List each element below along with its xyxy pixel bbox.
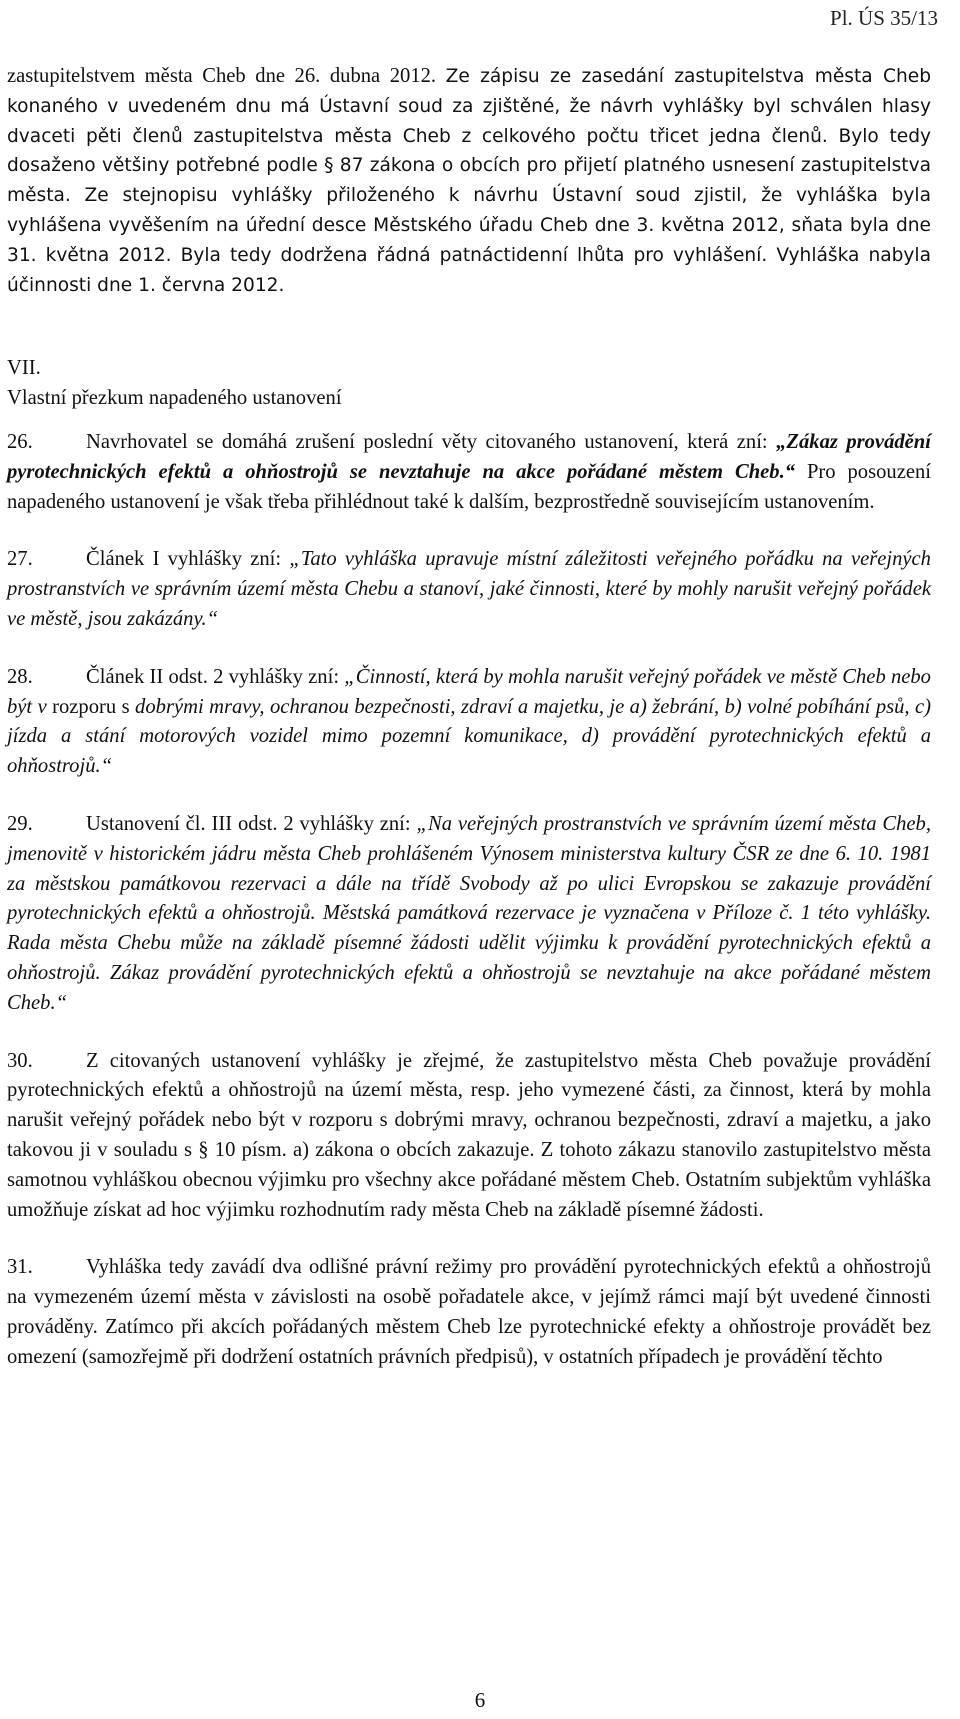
paragraph-30	[7, 1047, 931, 1226]
intro-text-sans: Ze zápisu ze zasedání zastupitelstva města Cheb konaného v uvedeném dnu má Ústavní soud za zjištěné, že návrh vyhlášky byl schválen hlasy dvaceti pěti členů zastupitelstva města Cheb z celkového počtu třicet jedna členů. Bylo tedy dosaženo většiny potřebné podle § 87 zákona o obcích pro přijetí platného usnesení zastupitelstva města. Ze stejnopisu vyhlášky přiloženého k návrhu Ústavní soud zjistil, že vyhláška byla vyhlášena vyvěšením na úřední desce Městského úřadu Cheb dne 3. května 2012, sňata byla dne 31. května 2012. Byla tedy dodržena řádná patnáctidenní lhůta pro vyhlášení. Vyhláška nabyla účinnosti dne 1. června 2012.	[7, 66, 931, 296]
paragraph-27	[7, 545, 931, 634]
quoted-provision: „Zákaz provádění pyrotechnických efektů a ohňostrojů se nevztahuje na akce pořádané městem Cheb.“	[7, 430, 931, 483]
paragraph-31	[7, 1253, 931, 1372]
paragraph-28	[7, 663, 931, 782]
page-number: 6	[474, 1688, 486, 1712]
document-reference: Pl. ÚS 35/13	[830, 6, 938, 30]
paragraph-text: rozporu s	[46, 695, 136, 718]
paragraph-text: Navrhovatel se domáhá zrušení poslední věty citovaného ustanovení, která zní:	[86, 430, 777, 453]
intro-text-serif: zastupitelstvem města Cheb dne 26. dubna 2012.	[7, 65, 446, 87]
paragraph-number: 30.	[7, 1049, 33, 1072]
paragraph-text: Článek II odst. 2 vyhlášky zní:	[86, 665, 345, 688]
quoted-provision: dobrými mravy, ochranou bezpečnosti, zdraví a majetku, je a) žebrání, b) volné pobíhání psů, c) jízda a stání motorových vozidel mimo pozemní komunikace, d) provádění pyrotechnických efektů a ohňostrojů.“	[7, 695, 931, 778]
paragraph-number: 27.	[7, 548, 33, 571]
paragraph-text: Vyhláška tedy zavádí dva odlišné právní režimy pro provádění pyrotechnických efektů a ohňostrojů na vymezeném území města v závislosti na osobě pořadatele akce, v jejímž rámci mají být uvedené činnosti prováděny. Zatímco při akcích pořádaných městem Cheb lze pyrotechnické efekty a ohňostroje provádět bez omezení (samozřejmě při dodržení ostatních právních předpisů), v ostatních případech je provádění těchto	[7, 1256, 931, 1368]
paragraph-text: Z citovaných ustanovení vyhlášky je zřejmé, že zastupitelstvo města Cheb považuje provádění pyrotechnických efektů a ohňostrojů na území města, resp. jeho vymezené části, za činnost, která by mohla narušit veřejný pořádek nebo být v rozporu s dobrými mravy, ochranou bezpečnosti, zdraví a majetku, a jako takovou ji v souladu s § 10 písm. a) zákona o obcích zakazuje. Z tohoto zákazu stanovilo zastupitelstvo města samotnou vyhláškou obecnou výjimku pro všechny akce pořádané městem Cheb. Ostatním subjektům vyhláška umožňuje získat ad hoc výjimku rozhodnutím rady města Cheb na základě písemné žádosti.	[7, 1049, 931, 1221]
quoted-provision: „Tato vyhláška upravuje místní záležitosti veřejného pořádku na veřejných prostranstvích ve správním území města Chebu a stanoví, jaké činnosti, které by mohly narušit veřejný pořádek ve městě, jsou zakázány.“	[7, 548, 931, 630]
intro-paragraph	[7, 62, 931, 300]
quoted-provision: „Na veřejných prostranstvích ve správním území města Cheb, jmenovitě v historickém jádru města Cheb prohlášeném Výnosem ministerstva kultury ČSR ze dne 6. 10. 1981 za městskou památkovou rezervaci a dále na třídě Svobody až po ulici Evropskou se zakazuje provádění pyrotechnických efektů a ohňostrojů. Městská památková rezervace je vyznačena v Příloze č. 1 této vyhlášky. Rada města Chebu může na základě písemné žádosti udělit výjimku k provádění pyrotechnických efektů a ohňostrojů. Zákaz provádění pyrotechnických efektů a ohňostrojů se nevztahuje na akce pořádané městem Cheb.“	[7, 812, 931, 1014]
paragraph-text: Článek I vyhlášky zní:	[86, 548, 290, 571]
chapter-title: Vlastní přezkum napadeného ustanovení	[7, 387, 342, 410]
paragraph-number: 28.	[7, 665, 33, 688]
document-body	[7, 62, 931, 1372]
paragraph-number: 31.	[7, 1256, 33, 1279]
paragraph-number: 29.	[7, 812, 33, 835]
chapter-number: VII.	[7, 357, 41, 380]
paragraph-29	[7, 810, 931, 1019]
paragraph-text: Pro posouzení napadeného ustanovení je však třeba přihlédnout také k dalším, bezprostředně souvisejícím ustanovením.	[7, 460, 932, 513]
paragraph-26	[7, 428, 931, 517]
quoted-provision: „Činností, která by mohla narušit veřejný pořádek ve městě Cheb nebo být v	[7, 665, 931, 718]
paragraph-text: Ustanovení čl. III odst. 2 vyhlášky zní:	[86, 812, 417, 835]
paragraph-number: 26.	[7, 430, 33, 453]
